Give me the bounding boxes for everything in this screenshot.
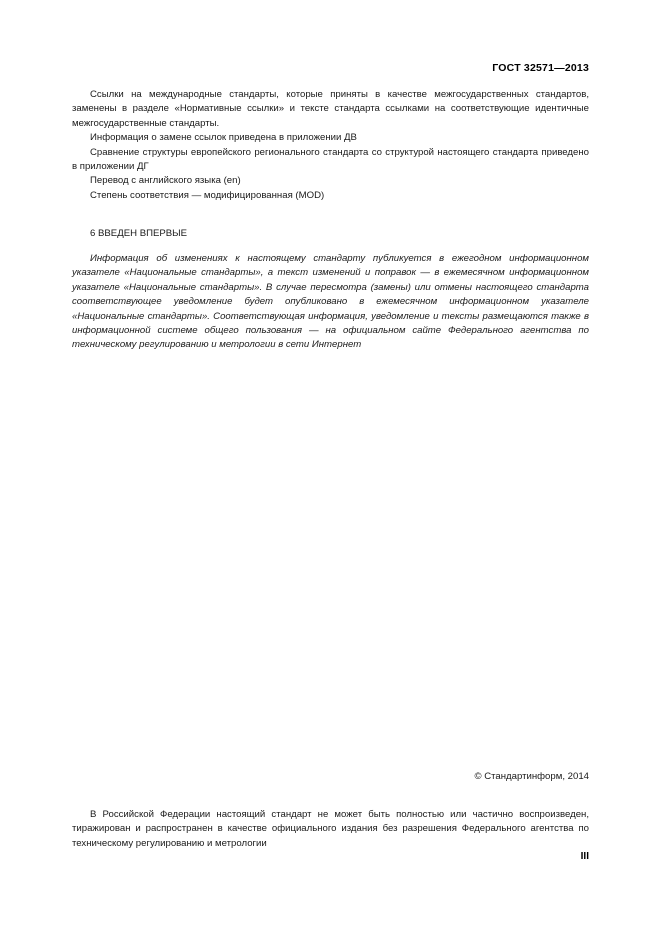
amendment-notice-text: Информация об изменениях к настоящему стандарту публикуется в ежегодном информационном указателе «Национальные стандарты», а текст изменений и поправок — в ежемесячном информационном указателе «Национальные стандарты». В случае пересмотра (замены) или отмены настоящего стандарта соответствующее уведомление будет опубликовано в ежемесячном информационном указателе «Национальные стандарты». Соответствующая информация, уведомление и тексты размещаются также в информационной системе общего пользования — на официальном сайте Федерального агентства по техническому регулированию и метрологии в сети Интернет <box>72 253 589 351</box>
reproduction-restriction-block <box>72 808 589 851</box>
paragraph-translation-language: Перевод с английского языка (en) <box>90 175 241 187</box>
page-number: III <box>580 851 589 862</box>
paragraph-replacement-info: Информация о замене ссылок приведена в приложении ДВ <box>90 132 357 144</box>
running-header-standard-number: ГОСТ 32571—2013 <box>492 62 589 74</box>
body-text-column <box>72 88 589 242</box>
copyright-line: © Стандартинформ, 2014 <box>474 771 589 782</box>
paragraph-degree-of-conformity: Степень соответствия — модифицированная (MOD) <box>90 189 325 201</box>
paragraph-introduced-first-time: 6 ВВЕДЕН ВПЕРВЫЕ <box>90 228 188 240</box>
reproduction-restriction-text: В Российской Федерации настоящий стандарт не может быть полностью или частично воспроизведен, тиражирован и распространен в качестве официального издания без разрешения Федерального агентства по техническому регулированию и метрологии <box>72 809 589 849</box>
paragraph-structure-comparison: Сравнение структуры европейского регионального стандарта со структурой настоящего стандарта приведено в приложении ДГ <box>72 146 589 173</box>
paragraph-international-references: Ссылки на международные стандарты, которые приняты в качестве межгосударственных стандартов, заменены в разделе «Нормативные ссылки» и тексте стандарта ссылками на соответствующие идентичные межгосударственные стандарты. <box>72 89 589 129</box>
amendment-notice-block <box>72 252 589 353</box>
